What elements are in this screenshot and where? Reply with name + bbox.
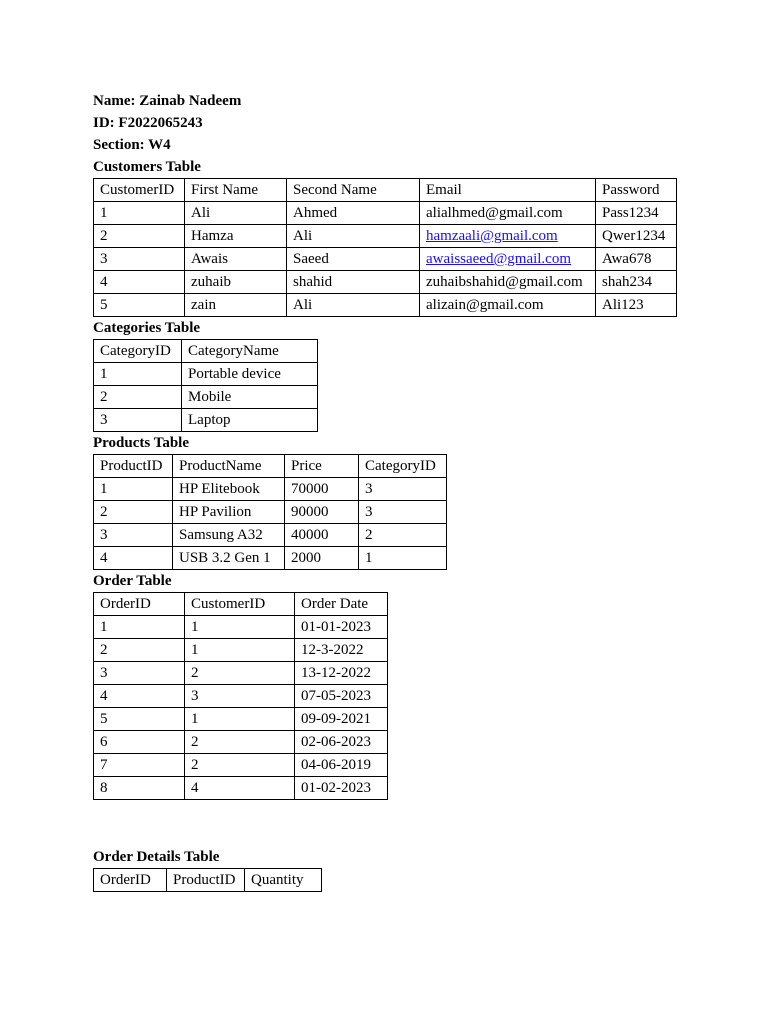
- table-header-row: [94, 455, 447, 478]
- table-cell: 3: [359, 478, 447, 501]
- table-cell: 1: [185, 708, 295, 731]
- table-row: [94, 616, 388, 639]
- order-table: [93, 592, 388, 800]
- column-header: CustomerID: [185, 593, 295, 616]
- table-cell: Mobile: [182, 386, 318, 409]
- table-cell: Samsung A32: [173, 524, 285, 547]
- table-cell: 3: [359, 501, 447, 524]
- table-row: [94, 708, 388, 731]
- table-row: [94, 524, 447, 547]
- table-cell: Pass1234: [596, 202, 677, 225]
- table-cell: 07-05-2023: [295, 685, 388, 708]
- table-cell: 2: [185, 662, 295, 685]
- table-cell: 2000: [285, 547, 359, 570]
- table-row: [94, 777, 388, 800]
- table-row: [94, 731, 388, 754]
- table-cell: 2: [359, 524, 447, 547]
- table-cell: Saeed: [287, 248, 420, 271]
- column-header: CategoryID: [94, 340, 182, 363]
- table-cell: zain: [185, 294, 287, 317]
- table-cell: 4: [94, 685, 185, 708]
- column-header: ProductName: [173, 455, 285, 478]
- table-header-row: [94, 869, 322, 892]
- table-row: [94, 478, 447, 501]
- table-cell: HP Elitebook: [173, 478, 285, 501]
- table-cell: 3: [94, 662, 185, 685]
- table-cell: 09-09-2021: [295, 708, 388, 731]
- column-header: CategoryName: [182, 340, 318, 363]
- table-cell: alialhmed@gmail.com: [420, 202, 596, 225]
- table-cell: 1: [359, 547, 447, 570]
- order-details-table-title: Order Details Table: [93, 849, 220, 865]
- table-cell: 2: [94, 225, 185, 248]
- column-header: Order Date: [295, 593, 388, 616]
- table-cell: 90000: [285, 501, 359, 524]
- table-cell: 04-06-2019: [295, 754, 388, 777]
- table-cell: 1: [185, 616, 295, 639]
- column-header: OrderID: [94, 869, 167, 892]
- table-cell: 2: [185, 754, 295, 777]
- table-row: [94, 662, 388, 685]
- table-row: [94, 409, 318, 432]
- column-header: ProductID: [167, 869, 245, 892]
- table-cell: alizain@gmail.com: [420, 294, 596, 317]
- table-row: [94, 271, 677, 294]
- table-row: [94, 639, 388, 662]
- table-cell: Ahmed: [287, 202, 420, 225]
- table-cell: 4: [185, 777, 295, 800]
- table-cell: 01-01-2023: [295, 616, 388, 639]
- table-cell: Qwer1234: [596, 225, 677, 248]
- table-cell: [420, 225, 596, 248]
- table-cell: 13-12-2022: [295, 662, 388, 685]
- table-cell: 2: [94, 386, 182, 409]
- table-cell: zuhaib: [185, 271, 287, 294]
- student-name: Name: Zainab Nadeem: [93, 93, 242, 109]
- products-table: [93, 454, 447, 570]
- table-cell: 4: [94, 271, 185, 294]
- table-header-row: [94, 593, 388, 616]
- table-cell: 2: [94, 639, 185, 662]
- email-link[interactable]: awaissaeed@gmail.com: [426, 251, 572, 267]
- table-cell: 3: [185, 685, 295, 708]
- table-cell: 1: [94, 202, 185, 225]
- table-cell: Hamza: [185, 225, 287, 248]
- student-id: ID: F2022065243: [93, 115, 203, 131]
- table-cell: Awais: [185, 248, 287, 271]
- email-link[interactable]: hamzaali@gmail.com: [426, 228, 558, 244]
- table-cell: 2: [94, 501, 173, 524]
- column-header: Password: [596, 179, 677, 202]
- column-header: CategoryID: [359, 455, 447, 478]
- column-header: CustomerID: [94, 179, 185, 202]
- table-cell: shahid: [287, 271, 420, 294]
- table-cell: Ali: [287, 294, 420, 317]
- table-header-row: [94, 179, 677, 202]
- table-cell: 5: [94, 294, 185, 317]
- table-row: [94, 685, 388, 708]
- table-cell: Laptop: [182, 409, 318, 432]
- table-cell: 8: [94, 777, 185, 800]
- spacer: [93, 800, 677, 846]
- table-row: [94, 547, 447, 570]
- column-header: Second Name: [287, 179, 420, 202]
- products-table-title: Products Table: [93, 435, 189, 451]
- table-cell: zuhaibshahid@gmail.com: [420, 271, 596, 294]
- table-row: [94, 248, 677, 271]
- categories-table-title: Categories Table: [93, 320, 201, 336]
- order-details-table: [93, 868, 322, 892]
- table-cell: 3: [94, 409, 182, 432]
- table-cell: 6: [94, 731, 185, 754]
- table-cell: Portable device: [182, 363, 318, 386]
- table-cell: Ali123: [596, 294, 677, 317]
- table-cell: 1: [94, 363, 182, 386]
- customers-table: [93, 178, 677, 317]
- table-row: [94, 294, 677, 317]
- table-cell: 40000: [285, 524, 359, 547]
- table-row: [94, 202, 677, 225]
- table-cell: 1: [185, 639, 295, 662]
- table-row: [94, 754, 388, 777]
- table-cell: 1: [94, 616, 185, 639]
- column-header: ProductID: [94, 455, 173, 478]
- table-row: [94, 501, 447, 524]
- column-header: Email: [420, 179, 596, 202]
- table-cell: 1: [94, 478, 173, 501]
- document-body: [93, 90, 677, 892]
- table-row: [94, 363, 318, 386]
- table-cell: 4: [94, 547, 173, 570]
- table-cell: 70000: [285, 478, 359, 501]
- table-cell: 3: [94, 524, 173, 547]
- table-cell: 5: [94, 708, 185, 731]
- table-cell: 3: [94, 248, 185, 271]
- column-header: First Name: [185, 179, 287, 202]
- table-cell: 02-06-2023: [295, 731, 388, 754]
- table-row: [94, 225, 677, 248]
- table-cell: HP Pavilion: [173, 501, 285, 524]
- table-cell: 01-02-2023: [295, 777, 388, 800]
- table-cell: 2: [185, 731, 295, 754]
- student-section: Section: W4: [93, 137, 171, 153]
- table-row: [94, 386, 318, 409]
- order-table-title: Order Table: [93, 573, 172, 589]
- table-cell: 12-3-2022: [295, 639, 388, 662]
- table-cell: shah234: [596, 271, 677, 294]
- table-cell: Awa678: [596, 248, 677, 271]
- table-cell: Ali: [287, 225, 420, 248]
- table-cell: USB 3.2 Gen 1: [173, 547, 285, 570]
- categories-table: [93, 339, 318, 432]
- column-header: OrderID: [94, 593, 185, 616]
- table-cell: 7: [94, 754, 185, 777]
- column-header: Quantity: [245, 869, 322, 892]
- table-cell: Ali: [185, 202, 287, 225]
- table-header-row: [94, 340, 318, 363]
- column-header: Price: [285, 455, 359, 478]
- customers-table-title: Customers Table: [93, 159, 201, 175]
- table-cell: [420, 248, 596, 271]
